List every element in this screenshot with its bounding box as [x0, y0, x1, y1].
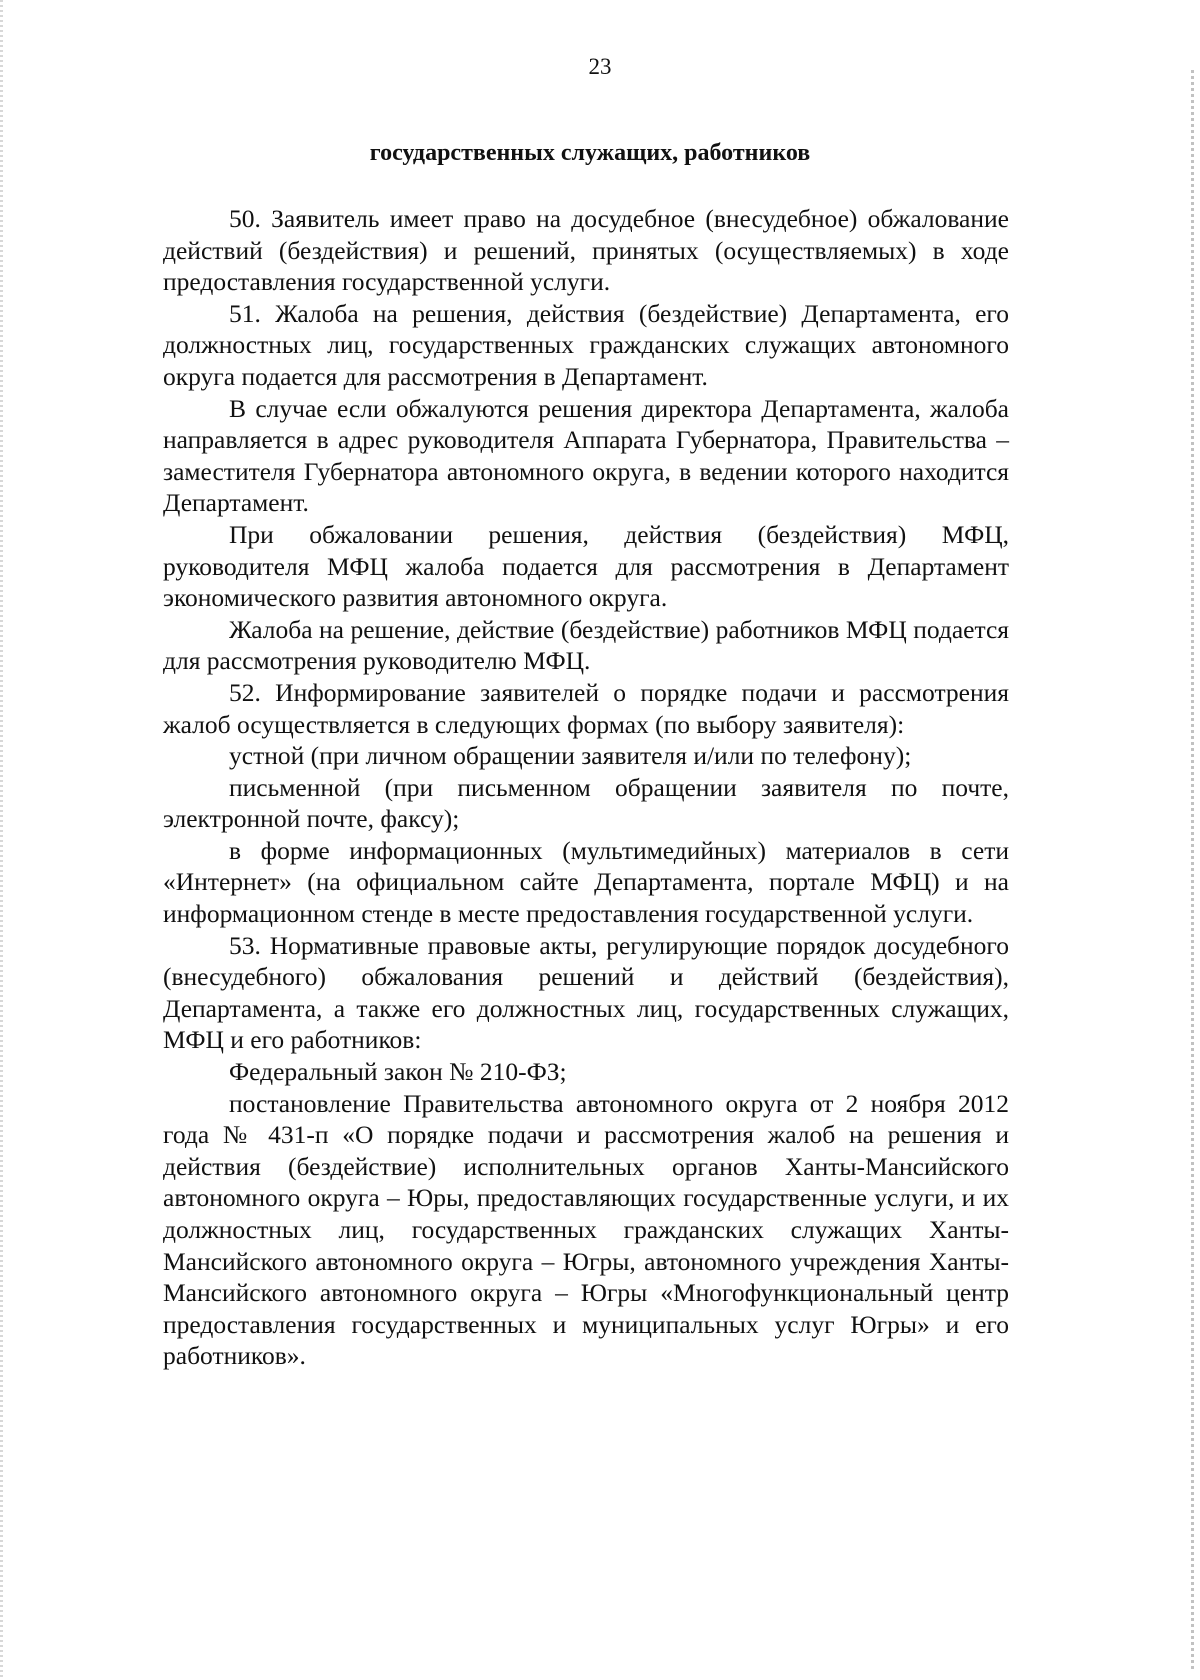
- list-item-internet: в форме информационных (мультимедийных) материалов в сети «Интернет» (на официальном сайте Департамента, портале МФЦ) и на информационном стенде в месте предоставления государственной услуги.: [163, 835, 1009, 929]
- scan-edge-right: [1191, 70, 1194, 1670]
- paragraph-mfc-complaint: При обжаловании решения, действия (бездействия) МФЦ, руководителя МФЦ жалоба подается для рассмотрения в Департамент экономического развития автономного округа.: [163, 519, 1009, 613]
- paragraph-director-complaint: В случае если обжалуются решения директора Департамента, жалоба направляется в адрес руководителя Аппарата Губернатора, Правительства – заместителя Губернатора автономного округа, в ведении которого находится Департамент.: [163, 393, 1009, 518]
- list-item-federal-law: Федеральный закон № 210-ФЗ;: [229, 1057, 567, 1087]
- paragraph-52: 52. Информирование заявителей о порядке подачи и рассмотрения жалоб осуществляется в следующих формах (по выбору заявителя):: [163, 677, 1009, 739]
- list-item-oral: устной (при личном обращении заявителя и/или по телефону);: [229, 741, 912, 771]
- paragraph-mfc-workers-complaint: Жалоба на решение, действие (бездействие) работников МФЦ подается для рассмотрения руководителю МФЦ.: [163, 614, 1009, 676]
- document-body: [163, 203, 1009, 1372]
- list-item-resolution: постановление Правительства автономного округа от 2 ноября 2012 года № 431-п «О порядке подачи и рассмотрения жалоб на решения и действия (бездействие) исполнительных органов Ханты-Мансийского автономного округа – Юры, предоставляющих государственные услуги, и их должностных лиц, государственных гражданских служащих Ханты-Мансийского автономного округа – Югры, автономного учреждения Ханты-Мансийского автономного округа – Югры «Многофункциональный центр предоставления государственных и муниципальных услуг Югры» и его работников».: [163, 1088, 1009, 1371]
- scan-edge-left: [0, 0, 3, 1680]
- paragraph-53: 53. Нормативные правовые акты, регулирующие порядок досудебного (внесудебного) обжалования решений и действий (бездействия), Департамента, а также его должностных лиц, государственных служащих, МФЦ и его работников:: [163, 930, 1009, 1055]
- paragraph-51: 51. Жалоба на решения, действия (бездействие) Департамента, его должностных лиц, государственных гражданских служащих автономного округа подается для рассмотрения в Департамент.: [163, 298, 1009, 391]
- paragraph-50: 50. Заявитель имеет право на досудебное (внесудебное) обжалование действий (бездействия) и решений, принятых (осуществляемых) в ходе предоставления государственной услуги.: [163, 204, 1009, 297]
- page-number: 23: [588, 54, 612, 79]
- section-heading: государственных служащих, работников: [369, 140, 811, 166]
- list-item-written: письменной (при письменном обращении заявителя по почте, электронной почте, факсу);: [163, 772, 1009, 834]
